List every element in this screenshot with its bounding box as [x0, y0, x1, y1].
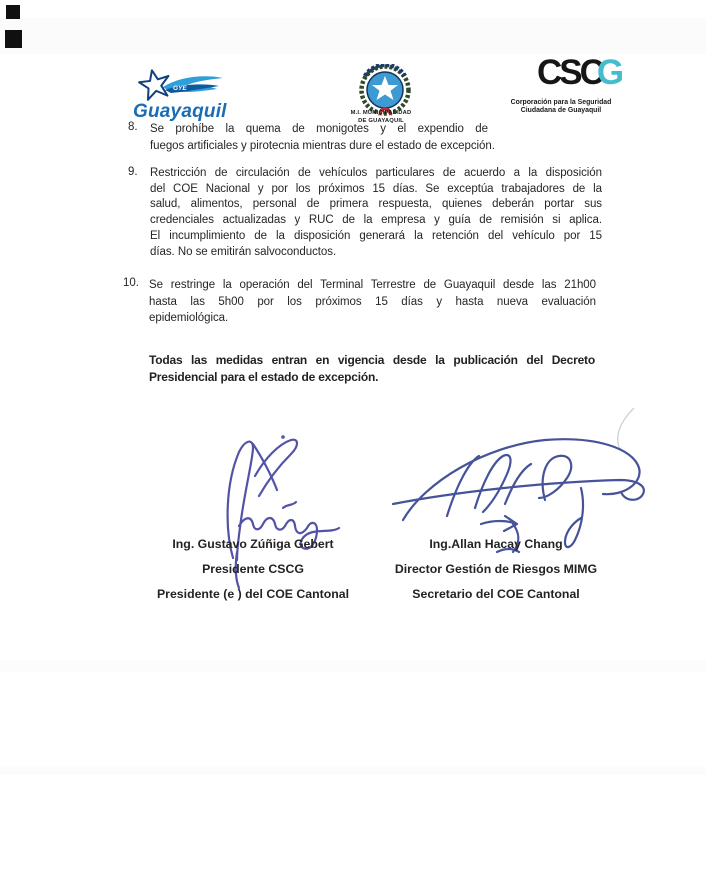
list-item-line: salud, alimentos, personal de primera respuesta, quienes deberán portar sus	[150, 198, 602, 211]
list-item-line: Se restringe la operación del Terminal Terrestre de Guayaquil desde las 21h00	[149, 279, 596, 291]
svg-text:GYE: GYE	[173, 85, 187, 92]
list-item-line: del COE Nacional y por los próximos 15 días. Se exceptúa trabajadores de la	[150, 182, 602, 195]
signatory-left-title-1: Presidente CSCG	[202, 562, 304, 576]
scan-artifact-square	[6, 5, 20, 19]
guayaquil-wordmark: Guayaquil	[133, 101, 227, 122]
cscg-acronym-accent: G	[596, 53, 622, 92]
list-item-8-number: 8.	[128, 121, 138, 133]
cscg-caption-line2: Ciudadana de Guayaquil	[520, 107, 602, 115]
signatory-right-name: Ing.Allan Hacay Chang	[429, 537, 563, 551]
scan-band	[0, 18, 706, 54]
scan-band	[0, 766, 706, 775]
municipal-caption-line1: M.I. MUNICIPALIDAD	[350, 110, 412, 116]
list-item-line: credenciales actualizadas y RUC de la empresa y guía de remisión si aplica.	[150, 214, 602, 227]
municipal-seal-icon	[359, 64, 411, 116]
emphasis-line: Presidencial para el estado de excepción.	[149, 369, 379, 384]
signatory-right-title-2: Secretario del COE Cantonal	[412, 587, 580, 601]
list-item-line: fuegos artificiales y pirotecnia mientras dure el estado de excepción.	[150, 139, 495, 152]
emphasis-paragraph	[149, 352, 595, 385]
list-item-10	[149, 277, 596, 327]
guayaquil-star-wing-icon	[133, 68, 233, 104]
list-item-10-number: 10.	[123, 277, 139, 289]
list-item-line: hasta las 5h00 por los próximos 15 días y hasta nueva evaluación	[149, 295, 596, 308]
signatory-right-title-1: Director Gestión de Riesgos MIMG	[394, 562, 598, 576]
cscg-caption	[496, 99, 626, 116]
cscg-acronym-dark: CSC	[537, 53, 602, 92]
municipal-caption-line2: DE GUAYAQUIL	[358, 118, 404, 124]
list-item-line: El incumplimiento de la disposición generará la retención del vehículo por 15	[150, 229, 602, 242]
scan-artifact-square	[5, 30, 22, 48]
list-item-8	[150, 121, 554, 154]
list-item-9	[150, 166, 602, 260]
cscg-caption-line1: Corporación para la Seguridad	[510, 99, 612, 106]
signatory-left-name: Ing. Gustavo Zúñiga Gebert	[172, 537, 334, 551]
emphasis-line: Todas las medidas entran en vigencia desde la publicación del Decreto	[149, 353, 595, 367]
list-item-line: Se prohíbe la quema de monigotes y el expendio de	[150, 123, 488, 135]
list-item-9-number: 9.	[128, 166, 138, 178]
scan-band	[0, 660, 706, 672]
list-item-line: Restricción de circulación de vehículos particulares de acuerdo a la disposición	[150, 167, 602, 179]
signatory-left-title-2: Presidente (e ) del COE Cantonal	[156, 587, 349, 601]
list-item-line: días. No se emitirán salvoconductos.	[150, 245, 337, 258]
list-item-line: epidemiológica.	[149, 312, 229, 324]
cscg-acronym	[537, 54, 621, 92]
